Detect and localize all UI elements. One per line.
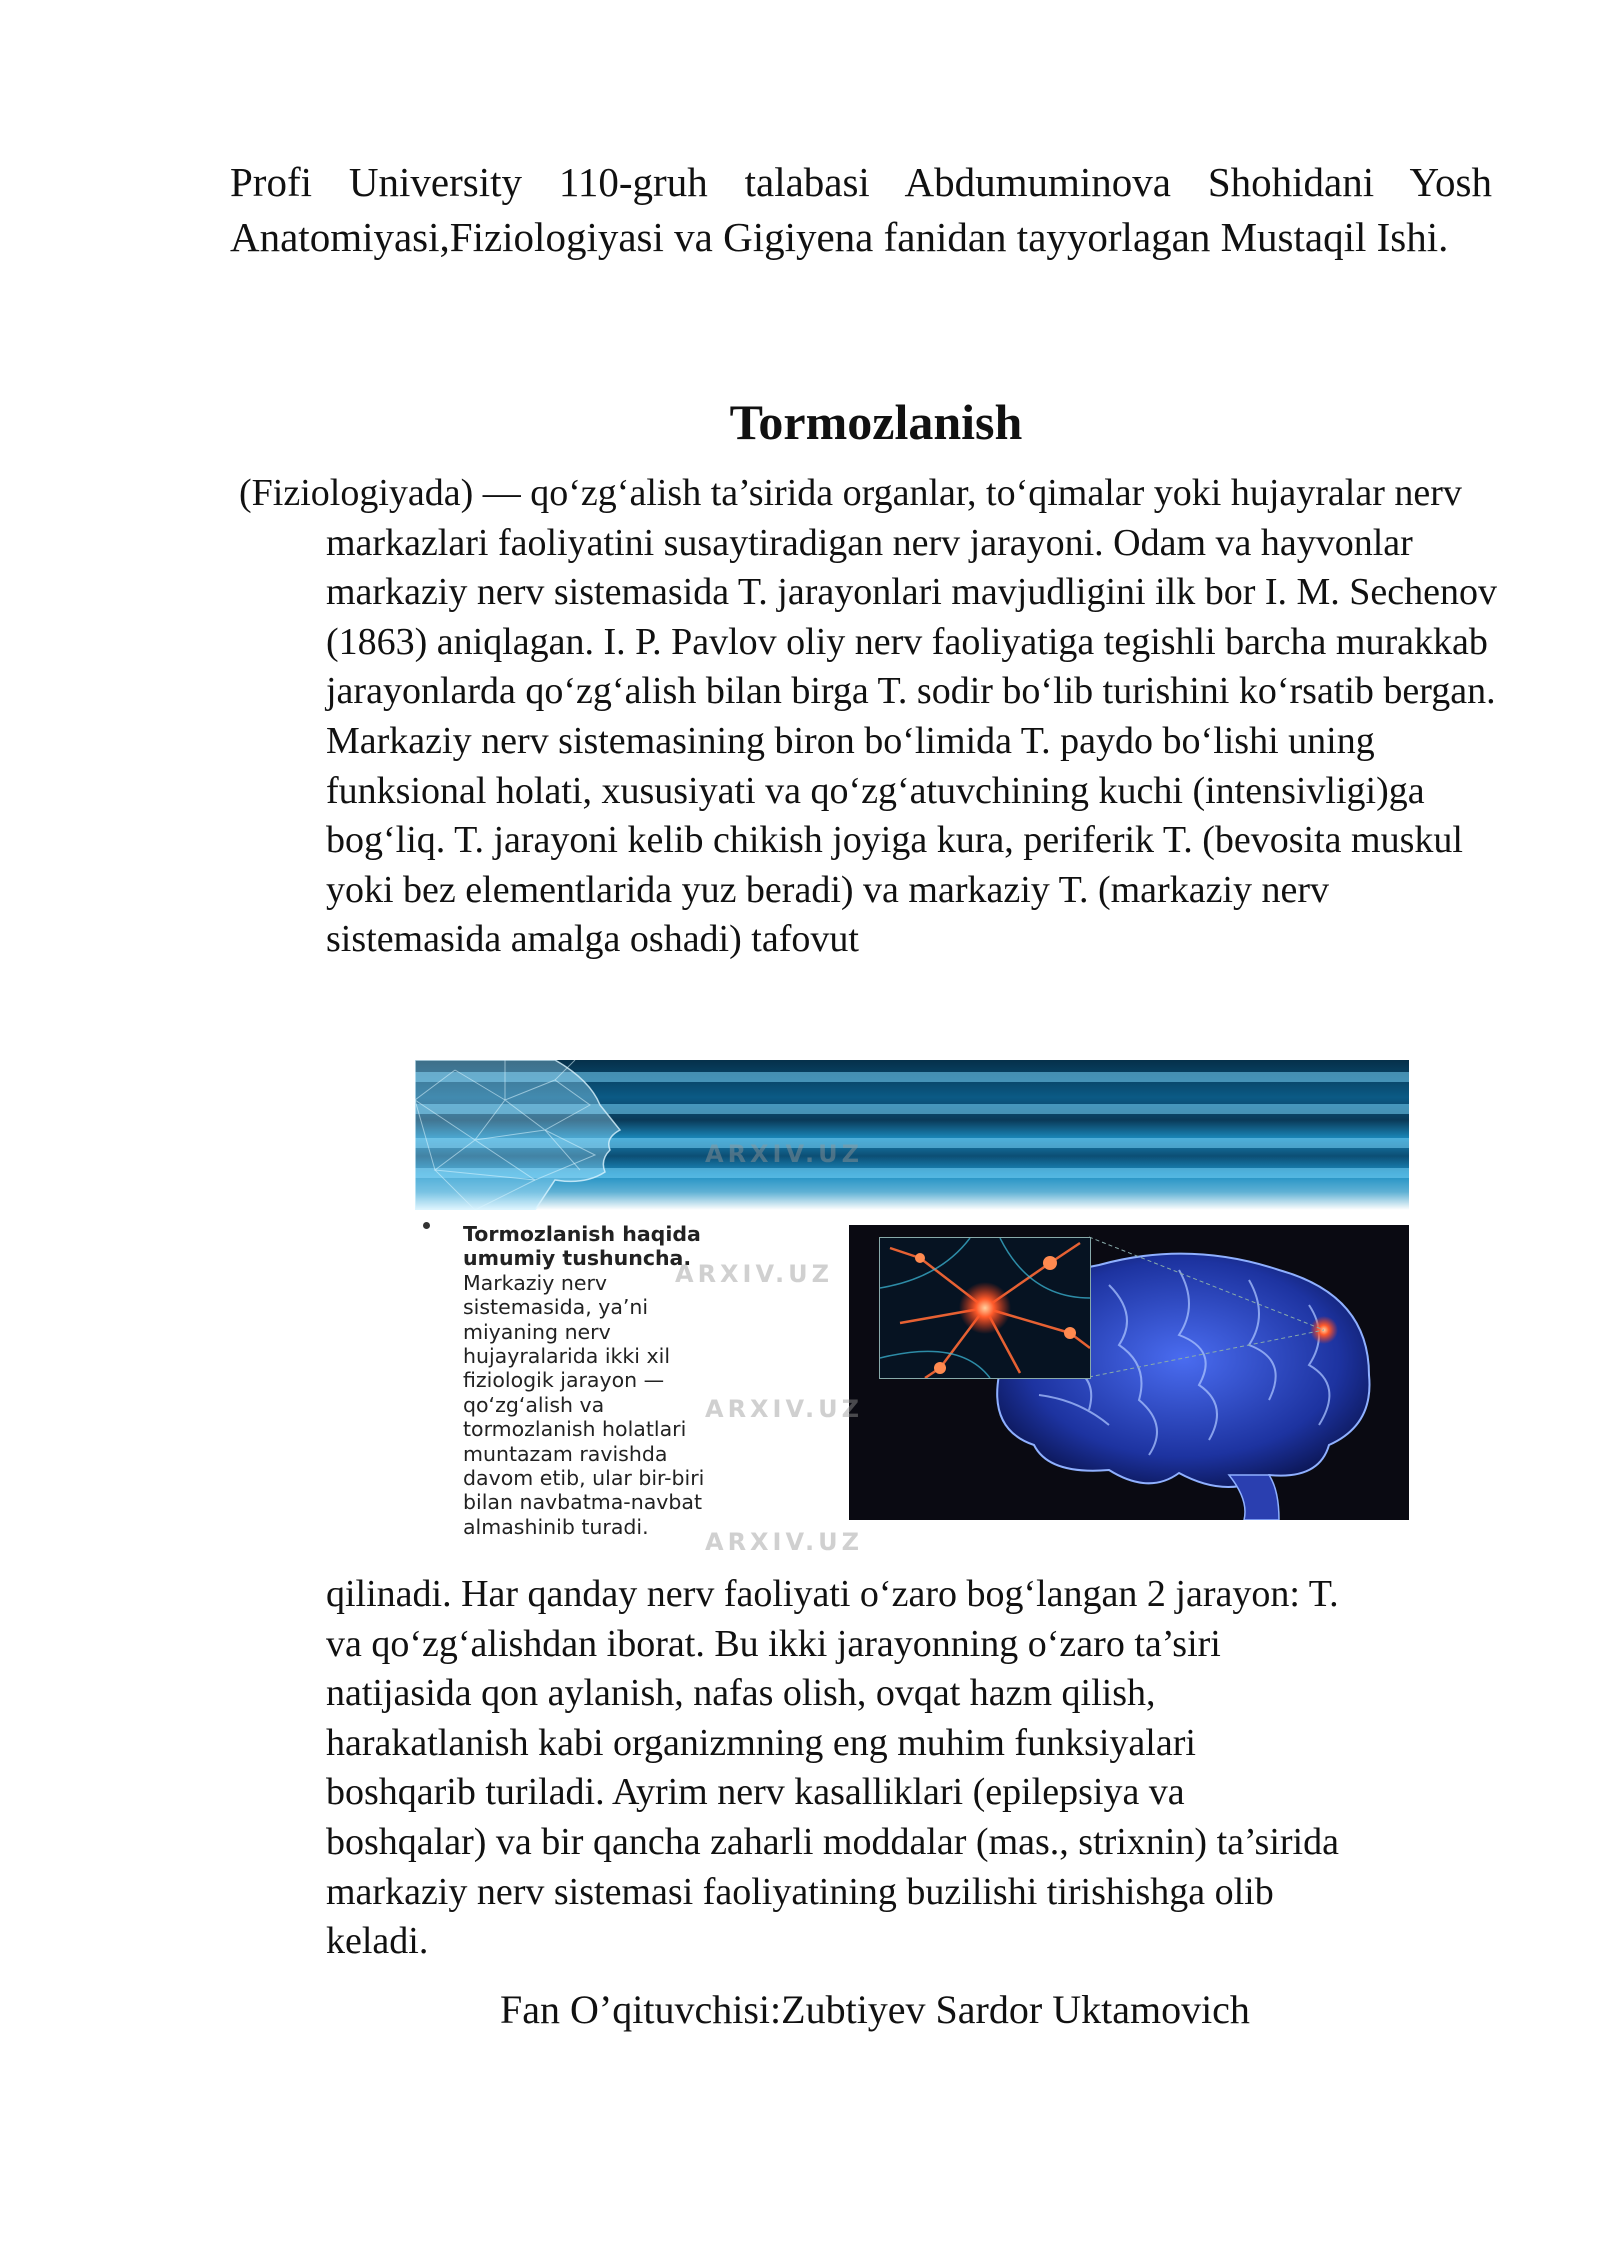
watermark: ARXIV.UZ [705, 1528, 863, 1555]
teacher-line: Fan O’qituvchisi:Zubtiyev Sardor Uktamovich [500, 1987, 1250, 2032]
slide-banner [415, 1060, 1409, 1210]
slide-line: muntazam ravishda [463, 1441, 668, 1466]
paragraph-line: markaziy nerv sistemasi faoliyatining buzilishi tirishishga olib [326, 1870, 1274, 1913]
slide-line: qo‘zg‘alish va [463, 1392, 605, 1417]
slide-line: Markaziy nerv [463, 1270, 608, 1295]
intro-paragraph: Profi University 110-gruh talabasi Abdumuminova Shohidani Yosh Anatomiyasi,Fiziologiyasi va Gigiyena fanidan tayyorlagan Mustaqil Ishi. [230, 159, 1492, 260]
slide-line: fiziologik jarayon — [463, 1368, 665, 1393]
paragraph-line: harakatlanish kabi organizmning eng muhim funksiyalari [326, 1721, 1196, 1764]
paragraph-line: boshqarib turiladi. Ayrim nerv kasalliklari (epilepsiya va [326, 1771, 1185, 1814]
paragraph-line: va qo‘zg‘alishdan iborat. Bu ikki jarayonning o‘zaro ta’siri [326, 1622, 1221, 1665]
slide-line: almashinib turadi. [463, 1514, 649, 1539]
watermark: ARXIV.UZ [705, 1140, 863, 1168]
slide-heading-line: Tormozlanish haqida [463, 1222, 701, 1246]
page-title: Tormozlanish [729, 394, 1023, 450]
paragraph-line: qilinadi. Har qanday nerv faoliyati o‘zaro bog‘langan 2 jarayon: T. [326, 1573, 1339, 1615]
paragraph-line: natijasida qon aylanish, nafas olish, ovqat hazm qilish, [326, 1672, 1156, 1715]
slide-line: davom etib, ular bir-biri [463, 1466, 705, 1491]
watermark: ARXIV.UZ [705, 1395, 863, 1423]
slide-line: hujayralarida ikki xil [463, 1344, 671, 1369]
bullet-icon [423, 1222, 430, 1229]
neuron-inset-image [879, 1237, 1091, 1379]
slide-line: sistemasida, ya’ni [463, 1295, 649, 1320]
paragraph-line: boshqalar) va bir qancha zaharli moddalar (mas., strixnin) ta’sirida [326, 1820, 1339, 1863]
slide-line: miyaning nerv [463, 1319, 611, 1344]
paragraph-line: keladi. [326, 1920, 429, 1963]
body-paragraph-1: (Fiziologiyada) — qo‘zg‘alish ta’sirida organlar, to‘qimalar yoki hujayralar nerv markazlari faoliyatini susaytiradigan nerv jarayoni. Odam va hayvonlar markaziy nerv sistemasida T. jarayonlari mavjudligini ilk bor I. M. Sechenov (1863) aniqlagan. I. P. Pavlov oliy nerv faoliyatiga tegishli barcha murakkab jarayonlarda qo‘zg‘alish bilan birga T. sodir bo‘lib turishini ko‘rsatib bergan. Markaziy nerv sistemasining biron bo‘limida T. paydo bo‘lishi uning funksional holati, xususiyati va qo‘zg‘atuvchining kuchi (intensivligi)ga bog‘liq. T. jarayoni kelib chikish joyiga kura, periferik T. (bevosita muskul yoki bez elementlarida yuz beradi) va markaziy T. (markaziy nerv sistemasida amalga oshadi) tafovut [239, 472, 1498, 961]
slide-line: bilan navbatma-navbat [463, 1490, 703, 1515]
slide-line: tormozlanish holatlari [463, 1417, 687, 1442]
slide-heading-line: umumiy tushuncha. [463, 1246, 692, 1271]
body-paragraph-2 [326, 1570, 1501, 1967]
watermark: ARXIV.UZ [675, 1260, 833, 1288]
slide-figure [415, 1060, 1409, 1555]
wireframe-head-image [415, 1060, 715, 1210]
brain-image [849, 1225, 1409, 1520]
